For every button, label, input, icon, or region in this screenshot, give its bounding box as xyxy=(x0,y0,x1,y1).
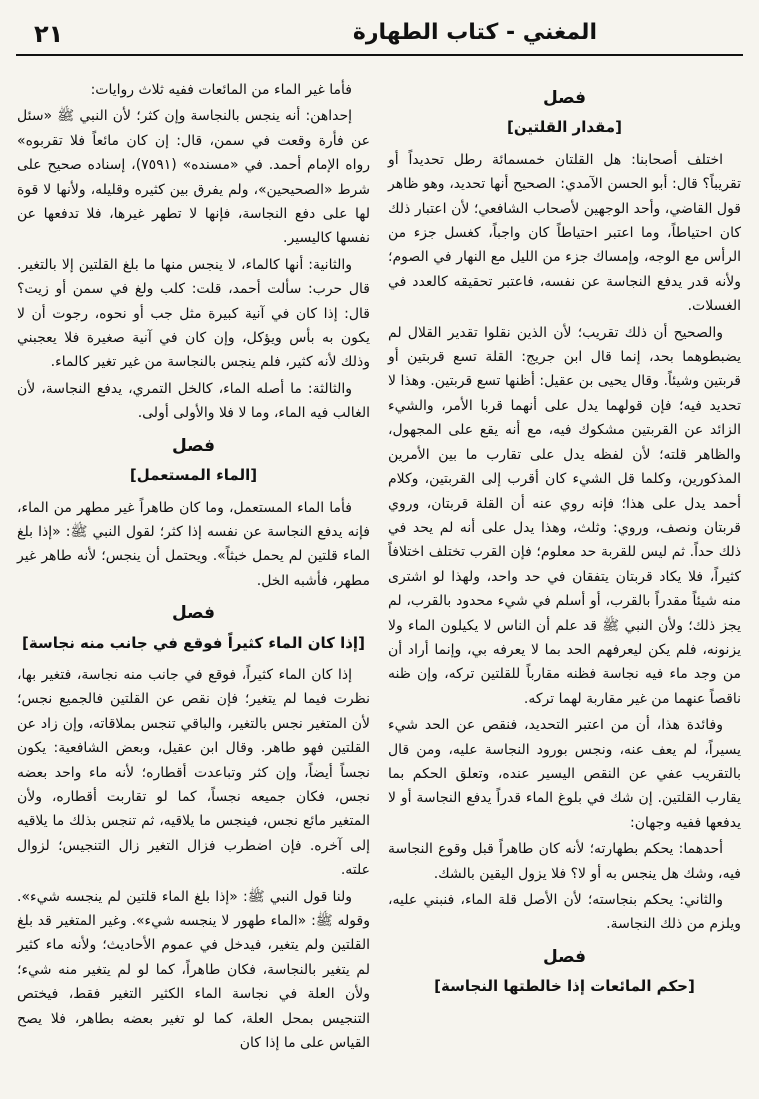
paragraph: إحداهن: أنه ينجس بالنجاسة وإن كثر؛ لأن النبي ﷺ «سئل عن فأرة وقعت في سمن، قال: إن كان مائعاً فلا تقربوه» رواه الإمام أحمد. في «مسنده» (٧٥٩١)، إسناده صحيح على شرط «الصحيحين»، ولم يفرق بين كثيره وقليله، ولأنها لا قوة لها على دفع النجاسة، فإنها لا تطهر غيرها، فلا تدفعها عن نفسها كاليسير. xyxy=(17,108,370,247)
page-number: ٢١ xyxy=(34,20,64,48)
section-title: [مقدار القلتين] xyxy=(507,118,622,137)
page-header xyxy=(16,14,743,56)
section-heading: فصل xyxy=(542,88,587,108)
paragraph: والصحيح أن ذلك تقريب؛ لأن الذين نقلوا تقدير القلال لم يضبطوهما بحد، إنما قال ابن جريج: القلة تسع قربتين أو قربتين وشيئاً. وقال يحيى بن عقيل: أظنها تسع قربتين. وهذا لا تحديد فيه؛ فإن قولهما يدل على أنهما قربا الأمر، والشيء الزائد عن القربتين مشكوك فيه، مع أنه يقع على المجهول، والظاهر قلته؛ لأن لفظه يدل على تقارب ما بين الأمرين المذكورين، وكلما قل الشيء كان أقرب إلى القربتين، وكلام أحمد يدل على هذا؛ فإنه روي عنه أن القلة قربتان، وروي قربتان ونصف، وروي: وثلث، وهذا يدل على أنه لم يحد في ذلك حداً. ثم ليس للقربة حد معلوم؛ فإن القرب تختلف اختلافاً كثيراً، فلا يكاد قربتان يتفقان في حد واحد، ولهذا لو اشترى منه شيئاً مقدراً بالقرب، أو أسلم في شيء محدود بالقرب، لم يجز ذلك؛ ولأن النبي ﷺ قد علم أن الناس لا يكيلون الماء ولا يزنونه، فلم يكن ليعرفهم الحد بما لا يعرفه بي، وإنما أراد أن من وجد ماء فيه نجاسة فظنه مقارباً للقلتين تركه، وإن ظنه ناقصاً عنهما من غير مقاربة لهما تركه. xyxy=(388,324,741,707)
paragraph: إذا كان الماء كثيراً، فوقع في جانب منه نجاسة، فتغير بها، نظرت فيما لم يتغير؛ فإن نقص عن القلتين فالجميع نجس؛ لأن المتغير نجس بالتغير، والباقي تنجس بملاقاته، وإن زاد عن القلتين فهو طاهر. وقال ابن عقيل، وبعض الشافعية: يكون نجساً أيضاً، وإن كثر وتباعدت أقطاره؛ لأنه ماء واحد بعضه نجس، فكان جميعه نجساً، كما لو تقاربت أقطاره، ولأن المتغير مائع نجس، فينجس ما يلاقيه، ثم تنجس بذلك ما يلاقيه إلى آخره. فإن اضطرب فزال التغير زال التنجيس؛ لزوال علته. xyxy=(17,666,370,879)
running-title: المغني - كتاب الطهارة xyxy=(352,20,597,45)
paragraph: ولنا قول النبي ﷺ: «إذا بلغ الماء قلتين لم ينجسه شيء». وقوله ﷺ: «الماء طهور لا ينجسه شيء». وغير المتغير قد بلغ القلتين ولم يتغير، فيدخل في عموم الأحاديث؛ ولأنه ماء كثير لم يتغير بالنجاسة، فكان طاهراً، كما لو لم يتغير منه شيء؛ ولأن العلة في نجاسة الماء الكثير التغير فقط، فيختص التنجيس بمحل العلة، كما لو تغير بعضه بطاهر، فلا يصح القياس على ما إذا كان xyxy=(17,888,370,1052)
paragraph: فأما غير الماء من المائعات ففيه ثلاث روايات: xyxy=(90,82,352,98)
section-heading: فصل xyxy=(542,946,587,967)
section-heading: فصل xyxy=(171,435,216,456)
section-title: [حكم المائعات إذا خالطتها النجاسة] xyxy=(434,977,695,996)
paragraph: والثالثة: ما أصله الماء، كالخل التمري، يدفع النجاسة، لأن الغالب فيه الماء، وما لا فلا والأولى أولى. xyxy=(17,380,370,422)
right-column xyxy=(388,78,741,1007)
section-heading: فصل xyxy=(171,603,216,624)
paragraph: اختلف أصحابنا: هل القلتان خمسمائة رطل تحديداً أو تقريباً؟ قال: أبو الحسن الآمدي: الصحيح أنها تحديد، وهو ظاهر قول القاضي، وأحد الوجهين لأصحاب الشافعي؛ لأن اعتبار ذلك كان احتياطاً، وما اعتبر احتياطاً كان واجباً، كغسل جزء من الرأس مع الوجه، وإمساك جزء من الليل مع النهار في الصوم؛ ولأنه قدر يدفع النجاسة عن نفسه، فاعتبر تحقيقه كالعدد في الغسلات. xyxy=(388,151,741,315)
paragraph: وفائدة هذا، أن من اعتبر التحديد، فنقص عن الحد شيء يسيراً، لم يعف عنه، ونجس بورود النجاسة عليه، ومن قال بالتقريب عفي عن النقص اليسير عنده، وتعلق الحكم بما يقارب القلتين. إن شك في بلوغ الماء قدراً يدفع النجاسة أو لا يدفعها ففيه وجهان: xyxy=(388,717,741,831)
section-title: [إذا كان الماء كثيراً فوقع في جانب منه نجاسة] xyxy=(22,633,365,652)
paragraph: والثانية: أنها كالماء، لا ينجس منها ما بلغ القلتين إلا بالتغير. قال حرب: سألت أحمد، قلت: كلب ولغ في سمن أو زيت؟ قال: إذا كان في آنية كبيرة مثل جب أو نحوه، رجوت أن لا يكون به بأس ويؤكل، وإن كان في آنية صغيرة فلا يعجبني وذلك لأنه كثير، فلم ينجس بالنجاسة من غير تغير كالماء. xyxy=(17,256,370,371)
paragraph: أحدهما: يحكم بطهارته؛ لأنه كان طاهراً قبل وقوع النجاسة فيه، وشك هل ينجس به أو لا؟ فلا يزول اليقين بالشك. xyxy=(388,841,741,882)
paragraph: والثاني: يحكم بنجاسته؛ لأن الأصل قلة الماء، فنبني عليه، ويلزم من ذلك النجاسة. xyxy=(388,892,741,933)
left-column xyxy=(17,78,370,1057)
paragraph: فأما الماء المستعمل، وما كان طاهراً غير مطهر من الماء، فإنه يدفع النجاسة عن نفسه إذا كثر؛ لقول النبي ﷺ: «إذا بلغ الماء قلتين لم يحمل خبثاً». ويحتمل أن ينجس؛ لأنه طاهر غير مطهر، فأشبه الخل. xyxy=(17,499,370,589)
section-title: [الماء المستعمل] xyxy=(129,466,258,485)
